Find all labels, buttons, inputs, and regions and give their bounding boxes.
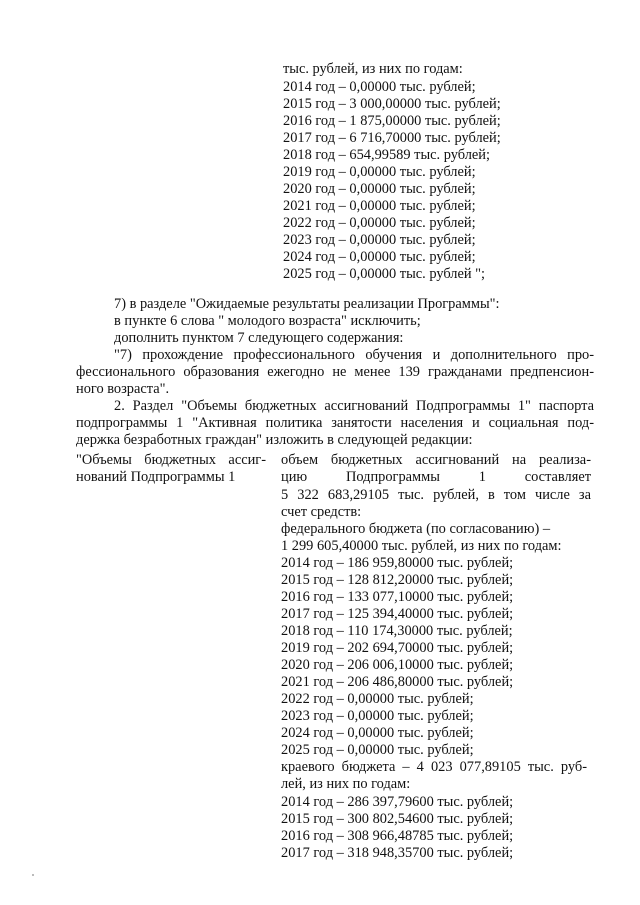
item7-line: "7) прохождение профессионального обучения и дополнительного про- bbox=[114, 347, 594, 363]
federal-year-line: 2022 год – 0,00000 тыс. рублей; bbox=[281, 691, 474, 707]
left-col-line: нований Подпрограммы 1 bbox=[76, 469, 236, 485]
federal-year-line: 2023 год – 0,00000 тыс. рублей; bbox=[281, 708, 474, 724]
federal-year-line: 2019 год – 202 694,70000 тыс. рублей; bbox=[281, 640, 514, 656]
top-year-line: 2019 год – 0,00000 тыс. рублей; bbox=[283, 164, 476, 180]
top-year-line: 2018 год – 654,99589 тыс. рублей; bbox=[283, 147, 490, 163]
right-col-line: лей, из них по годам: bbox=[281, 776, 411, 792]
top-year-line: 2017 год – 6 716,70000 тыс. рублей; bbox=[283, 130, 501, 146]
item2-line: держка безработных граждан" изложить в следующей редакции: bbox=[76, 432, 473, 448]
federal-year-line: 2014 год – 186 959,80000 тыс. рублей; bbox=[281, 555, 514, 571]
right-col-line: 1 299 605,40000 тыс. рублей, из них по годам: bbox=[281, 538, 562, 554]
scan-speck bbox=[32, 874, 34, 876]
top-year-line: 2016 год – 1 875,00000 тыс. рублей; bbox=[283, 113, 501, 129]
top-intro: тыс. рублей, из них по годам: bbox=[283, 61, 463, 77]
item7-line: в пункте 6 слова " молодого возраста" исключить; bbox=[114, 313, 421, 329]
top-year-line: 2025 год – 0,00000 тыс. рублей "; bbox=[283, 266, 486, 282]
item7-line: ного возраста". bbox=[76, 381, 170, 397]
top-year-line: 2022 год – 0,00000 тыс. рублей; bbox=[283, 215, 476, 231]
regional-year-line: 2016 год – 308 966,48785 тыс. рублей; bbox=[281, 828, 514, 844]
top-year-line: 2020 год – 0,00000 тыс. рублей; bbox=[283, 181, 476, 197]
federal-year-line: 2017 год – 125 394,40000 тыс. рублей; bbox=[281, 606, 514, 622]
regional-year-line: 2015 год – 300 802,54600 тыс. рублей; bbox=[281, 811, 514, 827]
federal-year-line: 2021 год – 206 486,80000 тыс. рублей; bbox=[281, 674, 514, 690]
item2-line: подпрограммы 1 "Активная политика занятости населения и социальная под- bbox=[76, 415, 594, 431]
item7-line: 7) в разделе "Ожидаемые результаты реализации Программы": bbox=[114, 296, 500, 312]
federal-year-line: 2016 год – 133 077,10000 тыс. рублей; bbox=[281, 589, 514, 605]
top-year-line: 2021 год – 0,00000 тыс. рублей; bbox=[283, 198, 476, 214]
federal-year-line: 2024 год – 0,00000 тыс. рублей; bbox=[281, 725, 474, 741]
right-col-line: счет средств: bbox=[281, 504, 362, 520]
right-col-line: объем бюджетных ассигнований на реализа- bbox=[281, 452, 591, 468]
federal-year-line: 2025 год – 0,00000 тыс. рублей; bbox=[281, 742, 474, 758]
federal-year-line: 2015 год – 128 812,20000 тыс. рублей; bbox=[281, 572, 514, 588]
item2-line: 2. Раздел "Объемы бюджетных ассигнований Подпрограммы 1" паспорта bbox=[114, 398, 594, 414]
top-year-line: 2014 год – 0,00000 тыс. рублей; bbox=[283, 79, 476, 95]
right-col-line: 5 322 683,29105 тыс. рублей, в том числе за bbox=[281, 487, 591, 503]
regional-year-line: 2014 год – 286 397,79600 тыс. рублей; bbox=[281, 794, 514, 810]
item7-line: дополнить пунктом 7 следующего содержания: bbox=[114, 330, 404, 346]
top-year-line: 2023 год – 0,00000 тыс. рублей; bbox=[283, 232, 476, 248]
federal-year-line: 2018 год – 110 174,30000 тыс. рублей; bbox=[281, 623, 513, 639]
federal-year-line: 2020 год – 206 006,10000 тыс. рублей; bbox=[281, 657, 514, 673]
regional-year-line: 2017 год – 318 948,35700 тыс. рублей; bbox=[281, 845, 514, 861]
right-col-line: цию Подпрограммы 1 составляет bbox=[281, 469, 591, 485]
right-col-line: федерального бюджета (по согласованию) – bbox=[281, 521, 551, 537]
item7-line: фессионального образования ежегодно не менее 139 гражданами предпенсион- bbox=[76, 364, 594, 380]
left-col-line: "Объемы бюджетных ассиг- bbox=[76, 452, 266, 468]
top-year-line: 2024 год – 0,00000 тыс. рублей; bbox=[283, 249, 476, 265]
top-year-line: 2015 год – 3 000,00000 тыс. рублей; bbox=[283, 96, 501, 112]
right-col-line: краевого бюджета – 4 023 077,89105 тыс. руб- bbox=[281, 759, 587, 775]
